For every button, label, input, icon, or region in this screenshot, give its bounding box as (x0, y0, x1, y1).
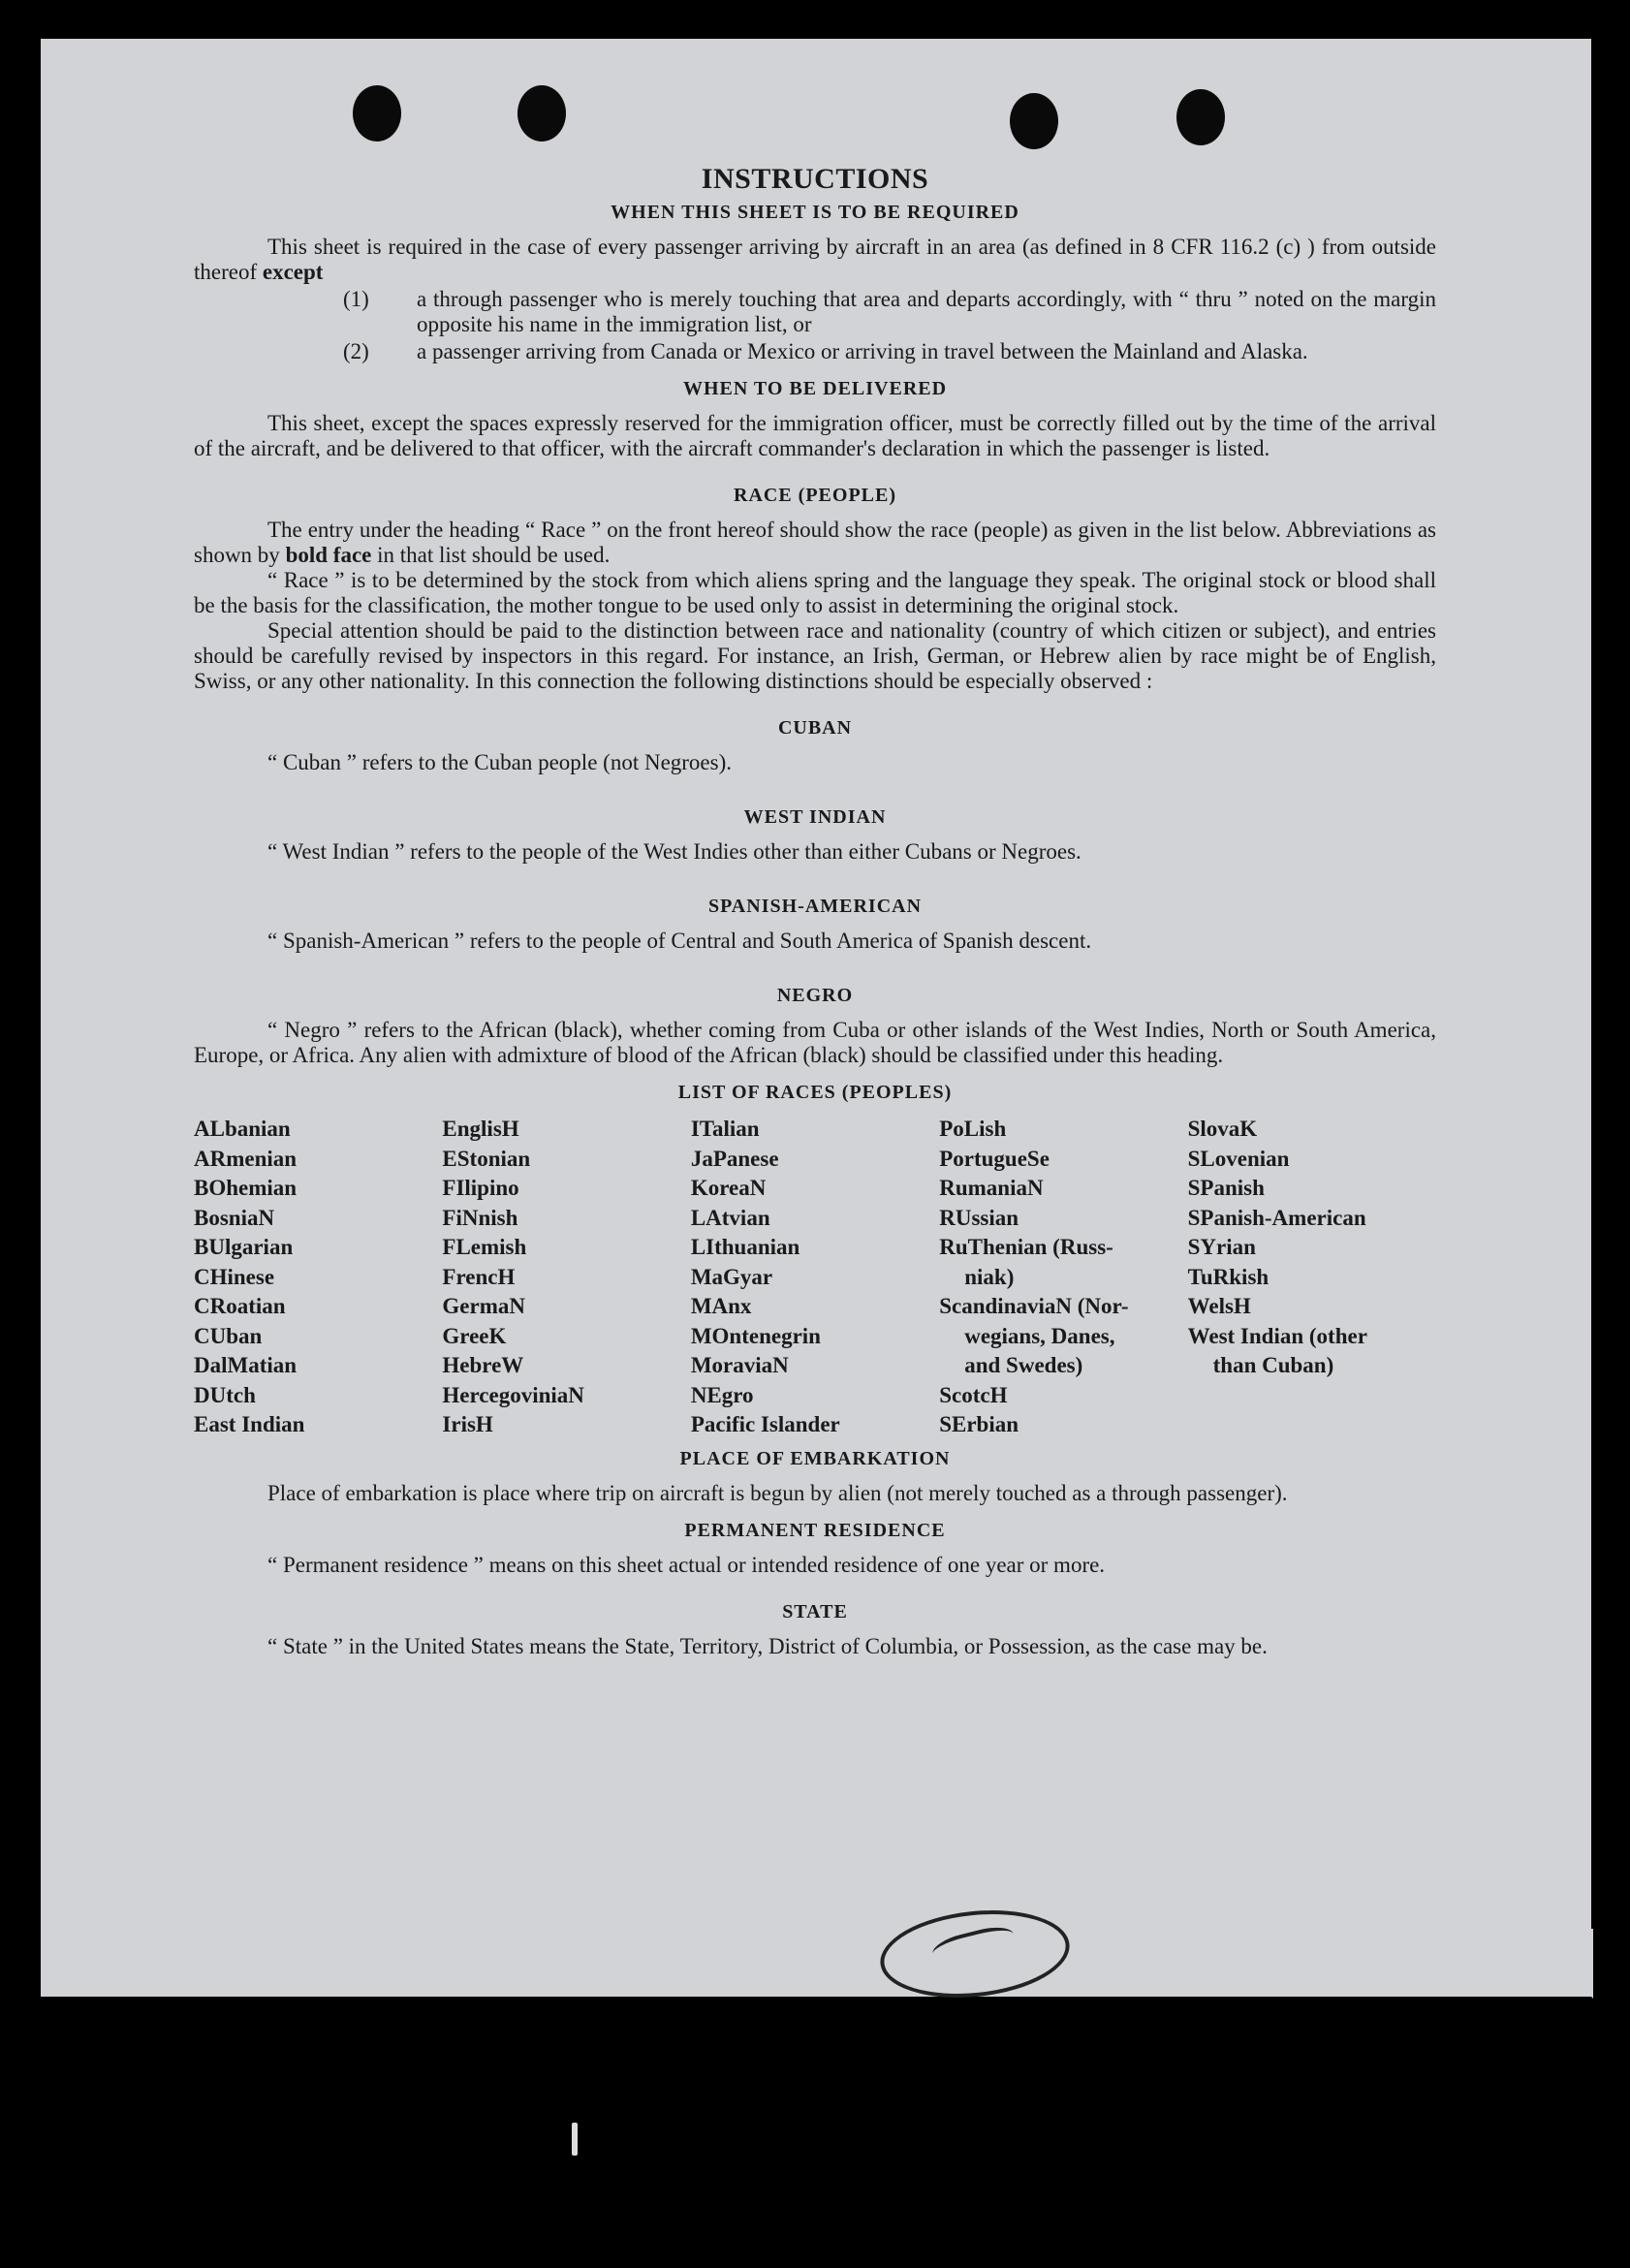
paragraph: “ Race ” is to be determined by the stock from which aliens spring and the language they speak. The original stock or blood shall be the basis for the classification, the mother tongue to be used only to assist in determining the original stock. (194, 568, 1436, 617)
section-heading: PERMANENT RESIDENCE (684, 1519, 946, 1541)
section-heading: NEGRO (776, 985, 854, 1006)
punch-hole (517, 85, 566, 142)
race-entry: East Indian (194, 1412, 305, 1436)
section-heading: PLACE OF EMBARKATION (679, 1447, 951, 1469)
race-entry: GermaN (442, 1294, 525, 1318)
race-entry: NEgro (690, 1382, 754, 1407)
paragraph: Special attention should be paid to the distinction between race and nationality (country of which citizen or subject), and entries should be carefully revised by inspectors in this regard. For instance, an Irish, German, or Hebrew alien by race might be of English, Swiss, or any other nationality. In this connection the following distinctions should be especially observed : (194, 618, 1436, 693)
section-heading: LIST OF RACES (PEOPLES) (677, 1082, 953, 1103)
race-entry: FrencH (442, 1264, 516, 1289)
race-entry: PortugueSe (939, 1146, 1050, 1171)
paragraph: “ West Indian ” refers to the people of the West Indies other than either Cubans or Negroes. (267, 839, 1081, 864)
race-entry: CUban (194, 1323, 263, 1348)
race-entry: BUlgarian (194, 1235, 294, 1259)
race-entry: EStonian (442, 1146, 531, 1171)
paragraph: “ Cuban ” refers to the Cuban people (not Negroes). (267, 750, 733, 774)
race-entry: wegians, Danes, (964, 1323, 1115, 1348)
race-entry: ScotcH (939, 1382, 1008, 1407)
race-entry: Pacific Islander (690, 1412, 840, 1436)
exception-item: (1) a through passenger who is merely touching that area and departs accordingly, with “ thru ” noted on the margin opposite his name in the immigration list, or (343, 287, 1436, 336)
section-heading: WHEN THIS SHEET IS TO BE REQUIRED (611, 202, 1019, 223)
race-entry: SlovaK (1187, 1117, 1258, 1141)
race-column (194, 1115, 442, 1440)
paragraph: The entry under the heading “ Race ” on the front hereof should show the race (people) as given in the list below. Abbreviations as shown by bold face in that list should be used. (194, 518, 1436, 567)
race-column (939, 1115, 1187, 1440)
race-entry: LAtvian (690, 1205, 770, 1230)
race-entry: TuRkish (1187, 1264, 1270, 1289)
punch-hole (1010, 93, 1058, 149)
race-column (1188, 1115, 1436, 1440)
race-entry: IrisH (442, 1412, 493, 1436)
race-list (194, 1115, 1436, 1440)
scan-artifact (572, 2123, 578, 2156)
section-heading: WHEN TO BE DELIVERED (682, 378, 948, 399)
race-entry: ScandinaviaN (Nor- (939, 1294, 1129, 1318)
race-entry: SPanish-American (1187, 1205, 1366, 1230)
race-entry: CHinese (194, 1264, 275, 1289)
instructions-text (194, 163, 1436, 1659)
punch-hole (353, 85, 401, 142)
race-entry: BOhemian (194, 1176, 298, 1200)
race-entry: DalMatian (194, 1353, 298, 1377)
race-entry: FLemish (442, 1235, 527, 1259)
race-entry: PoLish (939, 1117, 1007, 1141)
race-entry: HebreW (442, 1353, 524, 1377)
race-entry: GreeK (442, 1323, 507, 1348)
section-heading: STATE (782, 1600, 848, 1622)
exception-item: (2) a passenger arriving from Canada or Mexico or arriving in travel between the Mainland and Alaska. (343, 339, 1308, 363)
race-column (442, 1115, 690, 1440)
race-entry: HercegoviniaN (442, 1382, 584, 1407)
race-entry: LIthuanian (690, 1235, 800, 1259)
race-entry: MAnx (690, 1294, 752, 1318)
paragraph: This sheet is required in the case of every passenger arriving by aircraft in an area (as defined in 8 CFR 116.2 (c) ) from outside thereof except (194, 235, 1436, 284)
race-entry: SYrian (1187, 1235, 1256, 1259)
section-heading: CUBAN (777, 717, 853, 739)
race-entry: RuThenian (Russ- (939, 1235, 1113, 1259)
race-entry: KoreaN (690, 1176, 767, 1200)
section-heading: SPANISH-AMERICAN (707, 896, 923, 917)
race-entry: RumaniaN (939, 1176, 1044, 1200)
section-heading: WEST INDIAN (743, 806, 887, 828)
race-entry: niak) (964, 1264, 1015, 1289)
paragraph: “ Permanent residence ” means on this sheet actual or intended residence of one year or more. (267, 1552, 1106, 1577)
race-entry: BosniaN (194, 1205, 275, 1230)
paragraph: “ Negro ” refers to the African (black), whether coming from Cuba or other islands of the West Indies, North or South America, Europe, or Africa. Any alien with admixture of blood of the African (black) should be classified under this heading. (194, 1018, 1436, 1067)
race-entry: West Indian (other (1187, 1323, 1367, 1348)
section-heading: RACE (PEOPLE) (734, 485, 896, 506)
race-entry: JaPanese (690, 1146, 779, 1171)
race-entry: MoraviaN (690, 1353, 789, 1377)
race-entry: ARmenian (194, 1146, 298, 1171)
race-column (691, 1115, 939, 1440)
race-entry: ALbanian (194, 1117, 291, 1141)
paragraph: This sheet, except the spaces expressly reserved for the immigration officer, must be correctly filled out by the time of the arrival of the aircraft, and be delivered to that officer, with the aircraft commander's declaration in which the passenger is listed. (194, 411, 1436, 460)
paragraph: “ State ” in the United States means the State, Territory, District of Columbia, or Possession, as the case may be. (267, 1633, 1268, 1658)
race-entry: DUtch (194, 1382, 256, 1407)
race-entry: ITalian (690, 1117, 760, 1141)
race-entry: FiNnish (442, 1205, 518, 1230)
race-entry: CRoatian (194, 1294, 286, 1318)
folded-corner (1523, 1929, 1593, 1999)
race-entry: MOntenegrin (690, 1323, 821, 1348)
race-entry: EnglisH (442, 1117, 519, 1141)
race-entry: FIlipino (442, 1176, 519, 1200)
race-entry: and Swedes) (964, 1353, 1083, 1377)
page-title: INSTRUCTIONS (701, 163, 929, 195)
race-entry: SErbian (939, 1412, 1019, 1436)
race-entry: RUssian (939, 1205, 1019, 1230)
race-entry: than Cuban) (1212, 1353, 1334, 1377)
race-entry: SLovenian (1187, 1146, 1290, 1171)
race-entry: MaGyar (690, 1264, 773, 1289)
paragraph: “ Spanish-American ” refers to the people of Central and South America of Spanish descent. (267, 929, 1092, 953)
race-entry: SPanish (1187, 1176, 1265, 1200)
paragraph: Place of embarkation is place where trip on aircraft is begun by alien (not merely touched as a through passenger). (267, 1480, 1288, 1505)
race-entry: WelsH (1187, 1294, 1251, 1318)
punch-hole (1176, 89, 1225, 145)
